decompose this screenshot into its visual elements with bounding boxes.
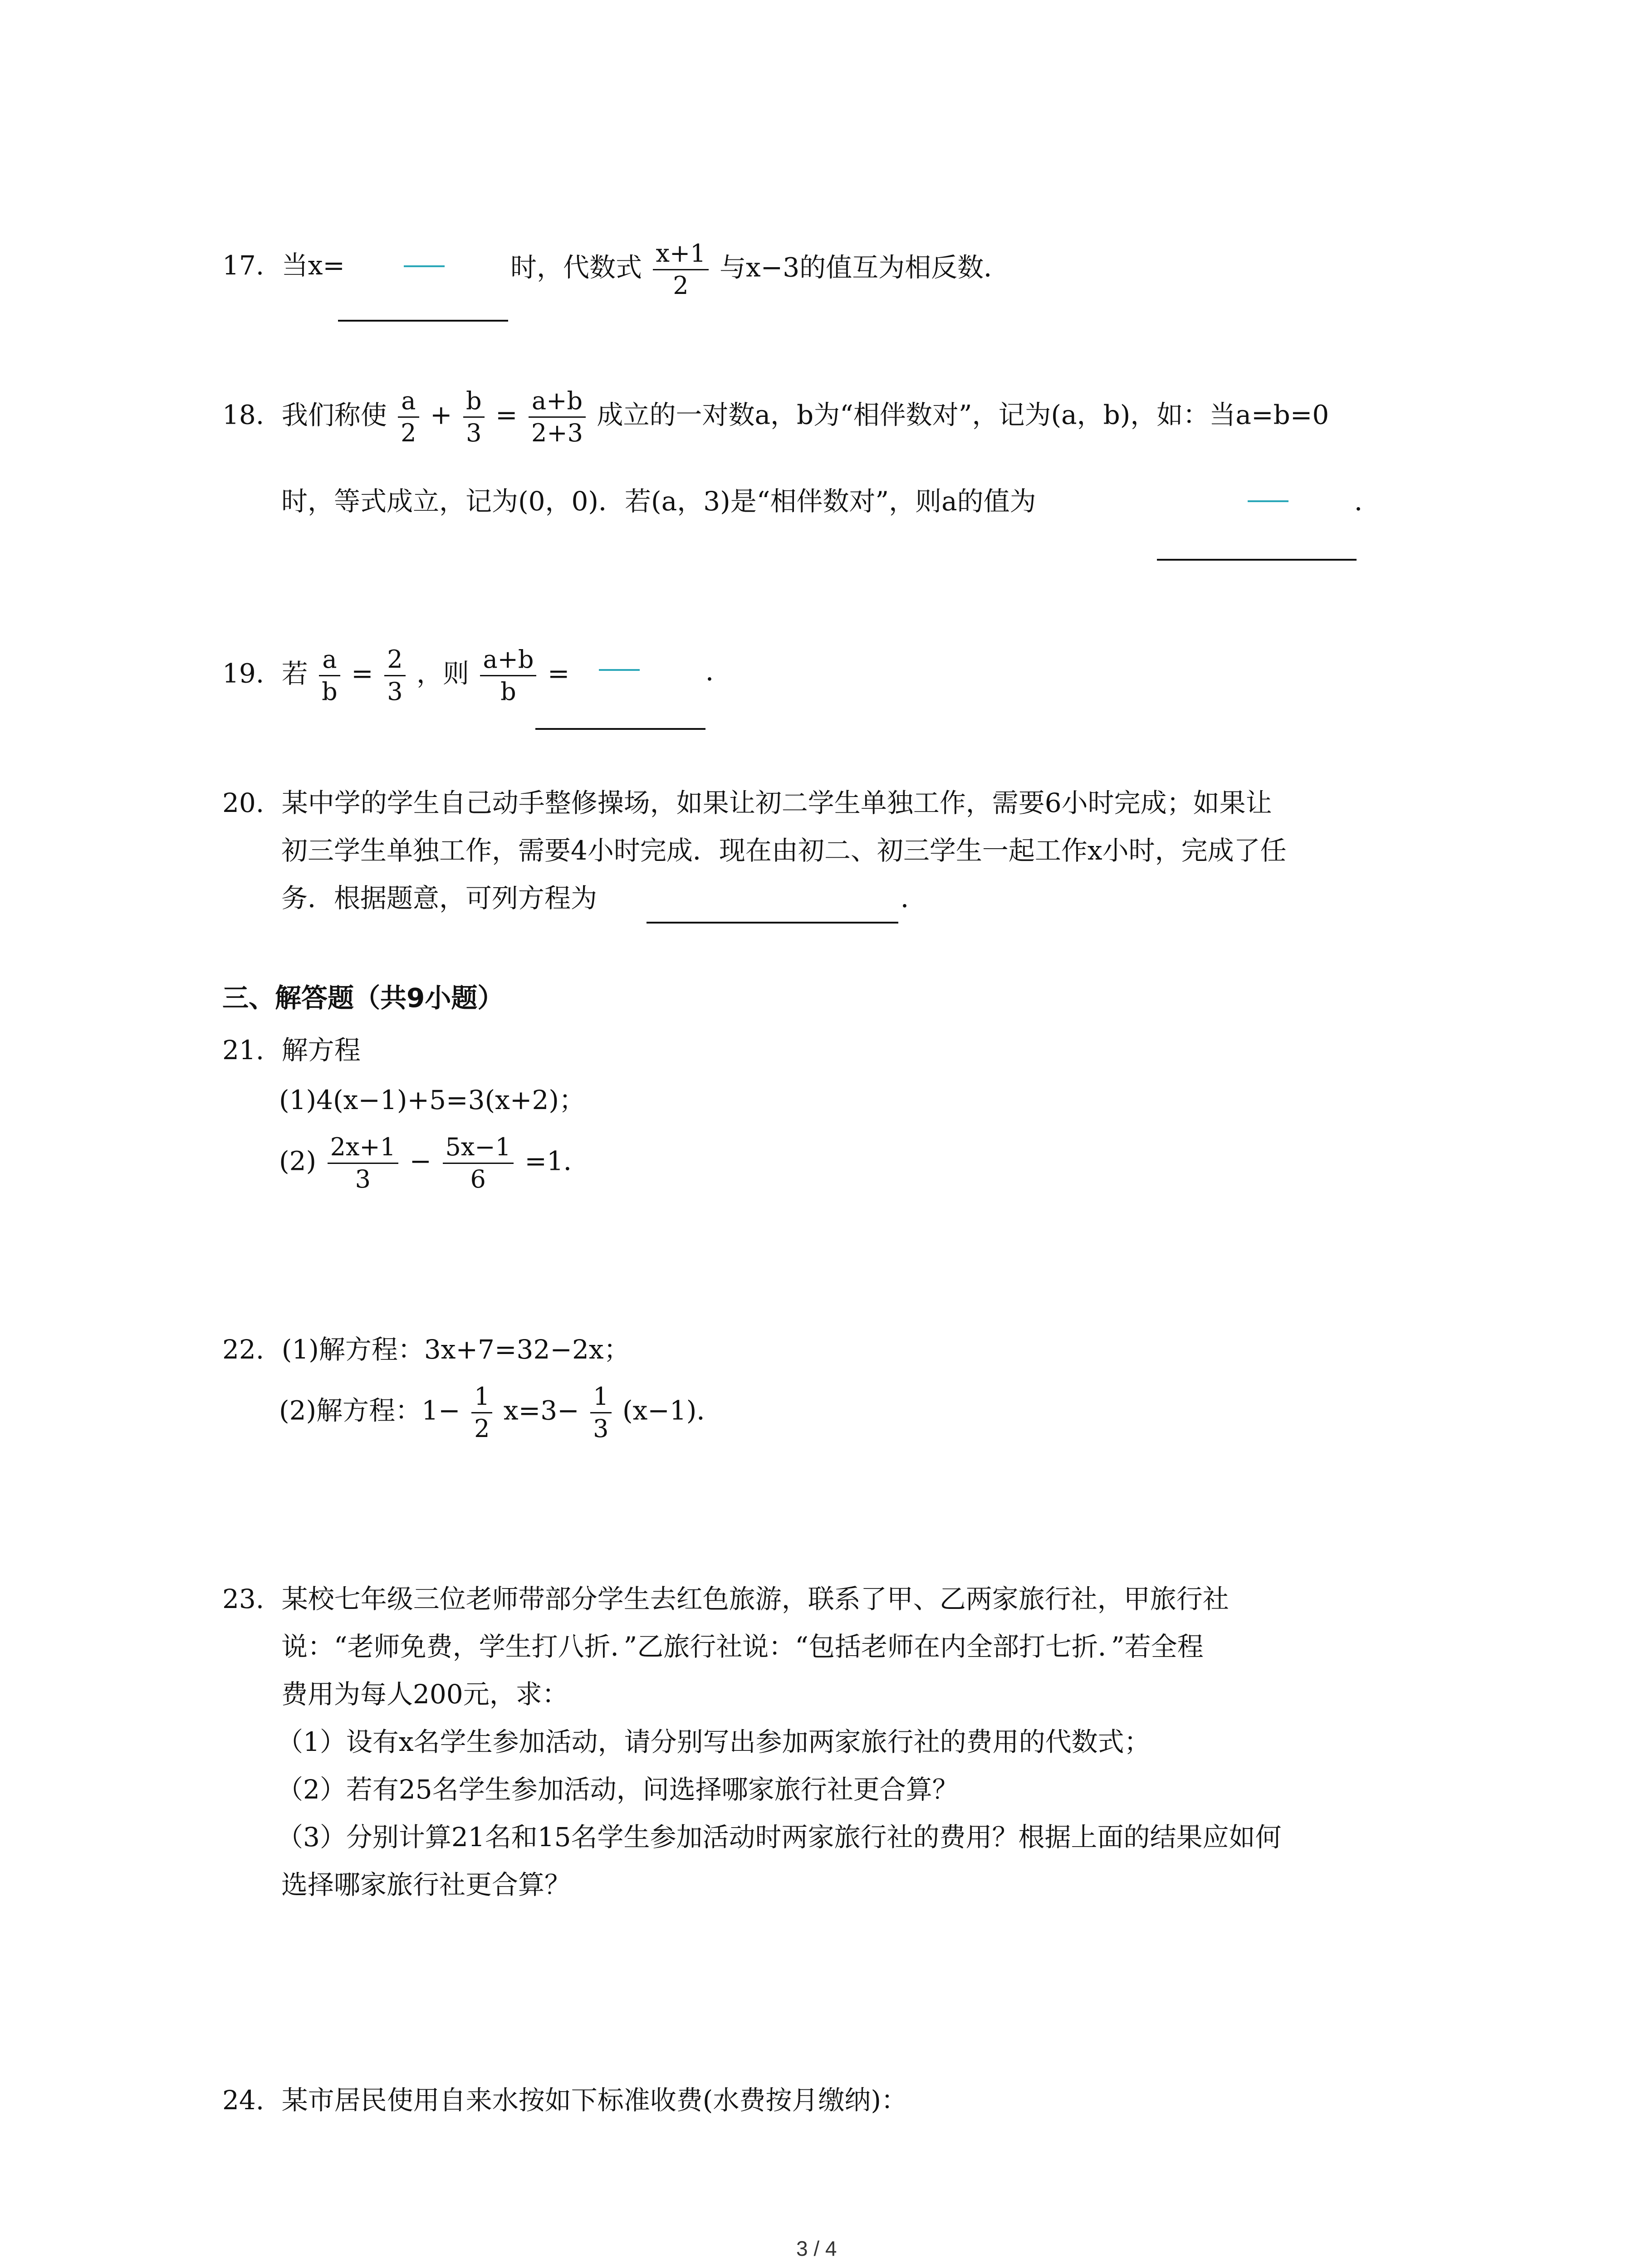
- equation: (1)4(x−1)+5=3(x+2)；: [279, 1085, 585, 1115]
- question-23-sub3: [277, 1810, 1282, 1864]
- punctuation: ．: [1354, 486, 1381, 517]
- question-19-end: [705, 644, 732, 699]
- question-text: 与x−3的值互为相反数．: [719, 252, 1010, 283]
- question-number: 22.: [222, 1334, 265, 1365]
- question-23-line2: [281, 1619, 1204, 1674]
- answer-blank[interactable]: [338, 320, 508, 322]
- operator: +: [430, 399, 452, 430]
- part-label: (2): [279, 1145, 317, 1177]
- question-18-line2: [281, 474, 1036, 528]
- question-22-part2: [279, 1381, 723, 1443]
- sub-question: （2）若有25名学生参加活动，问选择哪家旅行社更合算？: [277, 1774, 959, 1805]
- question-number: 18.: [222, 399, 265, 430]
- question-18: [222, 386, 1329, 447]
- sub-question: 选择哪家旅行社更合算？: [281, 1869, 571, 1900]
- question-18-end: [1354, 474, 1381, 528]
- question-text: 费用为每人200元，求：: [281, 1679, 568, 1710]
- question-20: [222, 776, 1272, 830]
- fraction: $\frac{1}{2}$: [471, 1381, 492, 1444]
- fraction: $\frac{a}{b}$: [319, 644, 340, 707]
- question-number: 21.: [222, 1035, 265, 1066]
- equation: (2)解方程：1−: [279, 1395, 460, 1426]
- question-number: 20.: [222, 787, 265, 818]
- sub-question: （3）分别计算21名和15名学生参加活动时两家旅行社的费用？根据上面的结果应如何: [277, 1822, 1282, 1853]
- question-number: 19.: [222, 658, 265, 689]
- question-number: 17.: [222, 250, 265, 281]
- equation: (x−1)．: [622, 1395, 723, 1426]
- question-23-line3: [281, 1667, 568, 1721]
- fraction: $\frac{a+b}{b}$: [480, 644, 536, 707]
- question-text: 当x=: [281, 250, 345, 281]
- question-text: 时，等式成立，记为(0，0)．若(a，3)是“相伴数对”，则a的值为: [281, 486, 1036, 517]
- question-23: [222, 1572, 1229, 1626]
- question-text: 初三学生单独工作，需要4小时完成．现在由初二、初三学生一起工作x小时，完成了任: [281, 835, 1287, 866]
- question-23-sub2: [277, 1762, 959, 1817]
- answer-dash: [404, 265, 445, 267]
- operator: =: [351, 658, 373, 689]
- fraction: $\frac{2x+1}{3}$: [328, 1132, 398, 1195]
- operator: =: [495, 399, 518, 430]
- fraction: $\frac{x+1}{2}$: [653, 238, 708, 301]
- question-text: 解方程: [281, 1035, 361, 1066]
- question-number: 23.: [222, 1584, 265, 1614]
- question-text: (1)解方程：3x+7=32−2x；: [281, 1334, 630, 1365]
- question-17-rest: [510, 238, 1010, 300]
- punctuation: ．: [705, 656, 732, 687]
- equation-rest: =1．: [524, 1145, 590, 1177]
- page-number: 3 / 4: [796, 2237, 837, 2260]
- question-22: [222, 1322, 630, 1377]
- fraction: $\frac{1}{3}$: [590, 1381, 611, 1444]
- question-number: 24.: [222, 2085, 265, 2116]
- answer-blank[interactable]: [647, 922, 898, 924]
- answer-dash: [1248, 500, 1288, 502]
- fraction: $\frac{a+b}{2+3}$: [529, 386, 586, 449]
- question-20-line2: [281, 823, 1287, 878]
- operator: =: [547, 658, 570, 689]
- fraction: $\frac{b}{3}$: [463, 386, 485, 449]
- question-23-sub1: [277, 1715, 1151, 1769]
- question-text: 某中学的学生自己动手整修操场，如果让初二学生单独工作，需要6小时完成；如果让: [281, 787, 1272, 818]
- question-text: 若: [281, 658, 308, 689]
- question-text: 我们称使: [281, 399, 387, 430]
- answer-blank[interactable]: [1157, 559, 1357, 561]
- question-21: [222, 1023, 361, 1077]
- fraction: $\frac{a}{2}$: [398, 386, 419, 449]
- section-heading: [222, 971, 504, 1025]
- fraction: $\frac{5x-1}{6}$: [443, 1132, 514, 1195]
- section-title: 三、解答题（共9小题）: [222, 982, 504, 1013]
- equation: x=3−: [503, 1395, 579, 1426]
- operator: −: [409, 1145, 432, 1177]
- question-21-part2: [279, 1132, 590, 1193]
- answer-blank[interactable]: [535, 728, 705, 730]
- fraction: $\frac{2}{3}$: [384, 644, 405, 707]
- question-text: ，则: [416, 658, 470, 689]
- punctuation: ．: [901, 883, 927, 914]
- question-text: 务．根据题意，可列方程为: [281, 883, 598, 914]
- question-20-end: [901, 871, 927, 925]
- answer-dash: [599, 669, 640, 671]
- question-21-part1: [279, 1073, 585, 1127]
- sub-question: （1）设有x名学生参加活动，请分别写出参加两家旅行社的费用的代数式；: [277, 1726, 1151, 1757]
- question-text: 成立的一对数a，b为“相伴数对”，记为(a，b)，如：当a=b=0: [597, 399, 1329, 430]
- question-text: 某市居民使用自来水按如下标准收费(水费按月缴纳)：: [281, 2085, 907, 2116]
- question-text: 某校七年级三位老师带部分学生去红色旅游，联系了甲、乙两家旅行社，甲旅行社: [281, 1584, 1229, 1614]
- question-19: [222, 644, 570, 706]
- question-24: [222, 2073, 907, 2127]
- question-text: 时，代数式: [510, 252, 642, 283]
- question-23-sub3-cont: [281, 1857, 571, 1912]
- question-text: 说：“老师免费，学生打八折．”乙旅行社说：“包括老师在内全部打七折．”若全程: [281, 1631, 1204, 1662]
- question-17: [222, 238, 345, 293]
- question-20-line3: [281, 871, 597, 925]
